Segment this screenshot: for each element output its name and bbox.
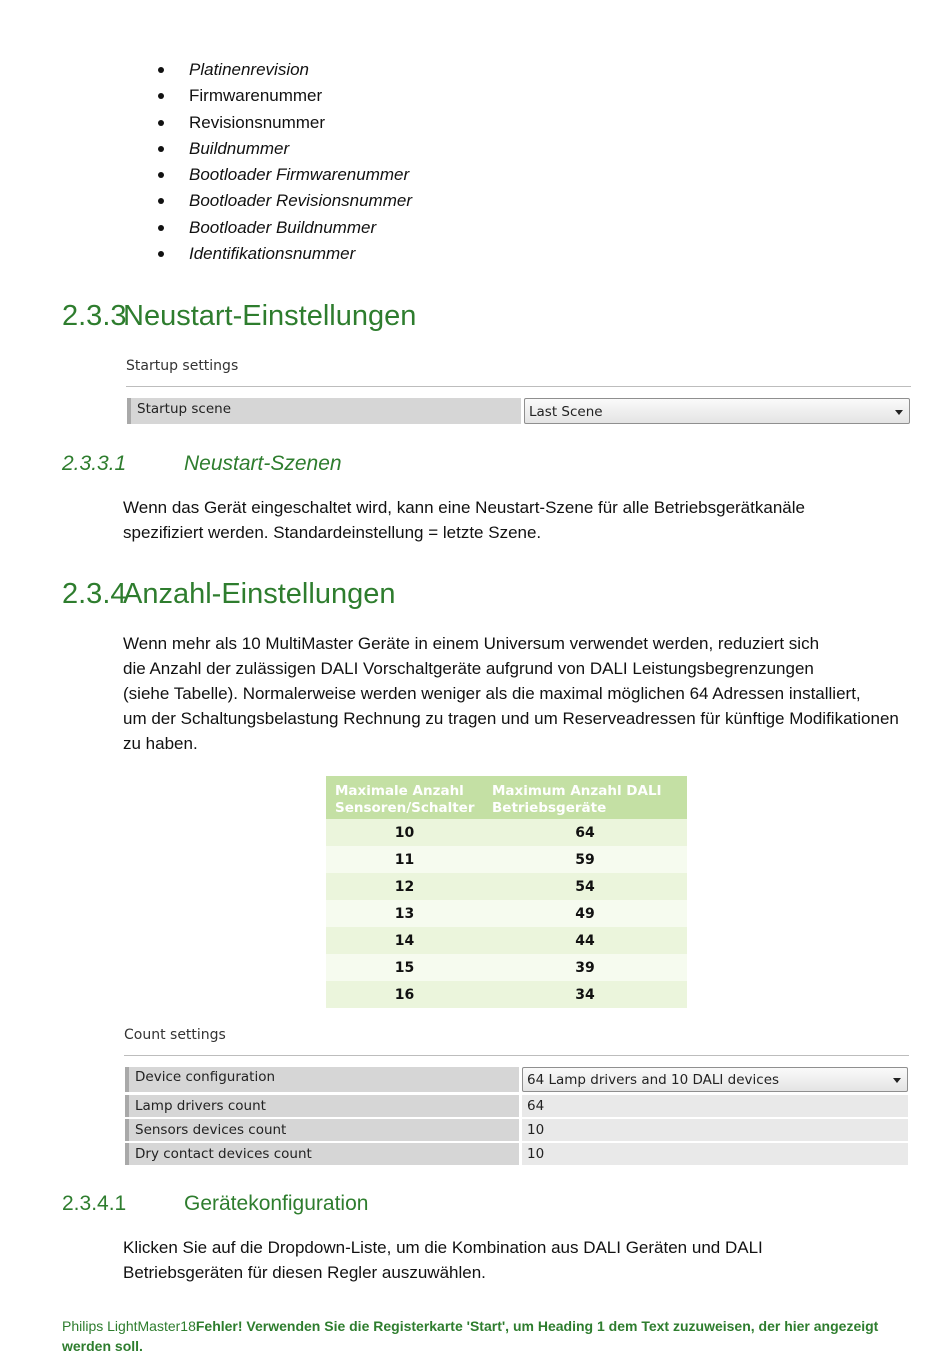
table-row [326,846,687,873]
dry-contact-devices-count-field[interactable]: 10 [522,1143,908,1165]
paragraph-2341 [123,1235,903,1285]
table-row [326,927,687,954]
bullet-icon [158,93,164,99]
section-heading-2331 [62,451,342,477]
table-row [326,981,687,1008]
dry-contact-devices-count-label: Dry contact devices count [125,1143,519,1165]
table-row [326,819,687,846]
paragraph-line: (siehe Tabelle). Normalerweise werden weniger als die maximal möglichen 64 Adressen installiert, [123,684,861,703]
paragraph-line: Betriebsgeräten für diesen Regler auszuwählen. [123,1263,486,1282]
paragraph-line: Wenn mehr als 10 MultiMaster Geräte in einem Universum verwendet werden, reduziert sich [123,634,820,653]
list-item: Identifikationsnummer [155,242,412,268]
list-item: Buildnummer [155,137,412,163]
list-item: Bootloader Firmwarenummer [155,163,412,189]
bullet-icon [158,172,164,178]
table-cell: 34 [483,981,687,1008]
footer-product: Philips LightMaster [62,1318,181,1334]
paragraph-line: zu haben. [123,734,198,753]
startup-scene-label: Startup scene [127,398,521,424]
section-title: Neustart-Szenen [184,452,342,475]
startup-scene-value: Last Scene [529,404,603,420]
paragraph-234 [123,631,903,756]
list-item: Bootloader Buildnummer [155,216,412,242]
count-settings-title: Count settings [124,1027,226,1043]
table-header-row [326,776,687,819]
section-title: Gerätekonfiguration [184,1192,369,1215]
footer-page-number: 18 [180,1318,196,1334]
lamp-drivers-count-field[interactable]: 64 [522,1095,908,1117]
paragraph-line: spezifiziert werden. Standardeinstellung = letzte Szene. [123,523,542,542]
chevron-down-icon [895,410,903,415]
table-cell: 15 [326,954,483,981]
sensors-devices-count-field[interactable]: 10 [522,1119,908,1141]
paragraph-2331 [123,495,903,545]
table-cell: 44 [483,927,687,954]
paragraph-line: um der Schaltungsbelastung Rechnung zu tragen und um Reserveadressen für künftige Modifikationen [123,709,899,728]
bullet-icon [158,146,164,152]
divider [126,386,911,387]
section-number: 2.3.3 [62,300,127,332]
bullet-icon [158,225,164,231]
section-title: Anzahl-Einstellungen [123,578,396,610]
device-configuration-dropdown[interactable] [522,1067,908,1092]
page-footer [62,1316,892,1356]
table-cell: 39 [483,954,687,981]
table-header-sensors: Maximale Anzahl Sensoren/Schalter [326,776,483,819]
bullet-list [155,58,412,268]
section-number: 2.3.4 [62,578,127,610]
section-number: 2.3.4.1 [62,1192,127,1215]
paragraph-line: Klicken Sie auf die Dropdown-Liste, um die Kombination aus DALI Geräten und DALI [123,1238,763,1257]
paragraph-line: die Anzahl der zulässigen DALI Vorschaltgeräte aufgrund von DALI Leistungsbegrenzungen [123,659,814,678]
lamp-drivers-count-row [125,1095,908,1117]
section-title: Neustart-Einstellungen [123,300,417,332]
section-heading-234 [62,577,395,611]
table-cell: 12 [326,873,483,900]
sensors-devices-count-label: Sensors devices count [125,1119,519,1141]
table-cell: 10 [326,819,483,846]
section-number: 2.3.3.1 [62,452,127,475]
table-cell: 64 [483,819,687,846]
device-configuration-value: 64 Lamp drivers and 10 DALI devices [527,1072,780,1088]
table-row [326,873,687,900]
lamp-drivers-count-label: Lamp drivers count [125,1095,519,1117]
table-cell: 14 [326,927,483,954]
startup-settings-title: Startup settings [126,358,239,374]
startup-scene-row [127,398,910,424]
chevron-down-icon [893,1078,901,1083]
table-cell: 11 [326,846,483,873]
footer-error-text: Fehler! Verwenden Sie die Registerkarte 'Start', um Heading 1 dem Text zuzuweisen, der hier angezeigt werden soll. [62,1318,879,1354]
bullet-icon [158,120,164,126]
section-heading-2341 [62,1191,368,1217]
paragraph-line: Wenn das Gerät eingeschaltet wird, kann eine Neustart-Szene für alle Betriebsgerätkanäle [123,498,805,517]
table-header-drivers: Maximum Anzahl DALI Betriebsgeräte [483,776,687,819]
bullet-icon [158,67,164,73]
device-configuration-row [125,1067,908,1092]
device-configuration-label: Device configuration [125,1067,519,1092]
divider [124,1055,909,1056]
table-row [326,900,687,927]
table-cell: 59 [483,846,687,873]
table-cell: 16 [326,981,483,1008]
startup-scene-dropdown[interactable] [524,398,910,424]
list-item: Firmwarenummer [155,84,412,110]
bullet-icon [158,251,164,257]
sensors-devices-count-row [125,1119,908,1141]
bullet-icon [158,198,164,204]
count-limits-table [326,776,687,1008]
table-cell: 13 [326,900,483,927]
table-row [326,954,687,981]
table-cell: 49 [483,900,687,927]
table-cell: 54 [483,873,687,900]
section-heading-233 [62,299,416,333]
list-item: Platinenrevision [155,58,412,84]
list-item: Bootloader Revisionsnummer [155,189,412,215]
dry-contact-devices-count-row [125,1143,908,1165]
list-item: Revisionsnummer [155,111,412,137]
